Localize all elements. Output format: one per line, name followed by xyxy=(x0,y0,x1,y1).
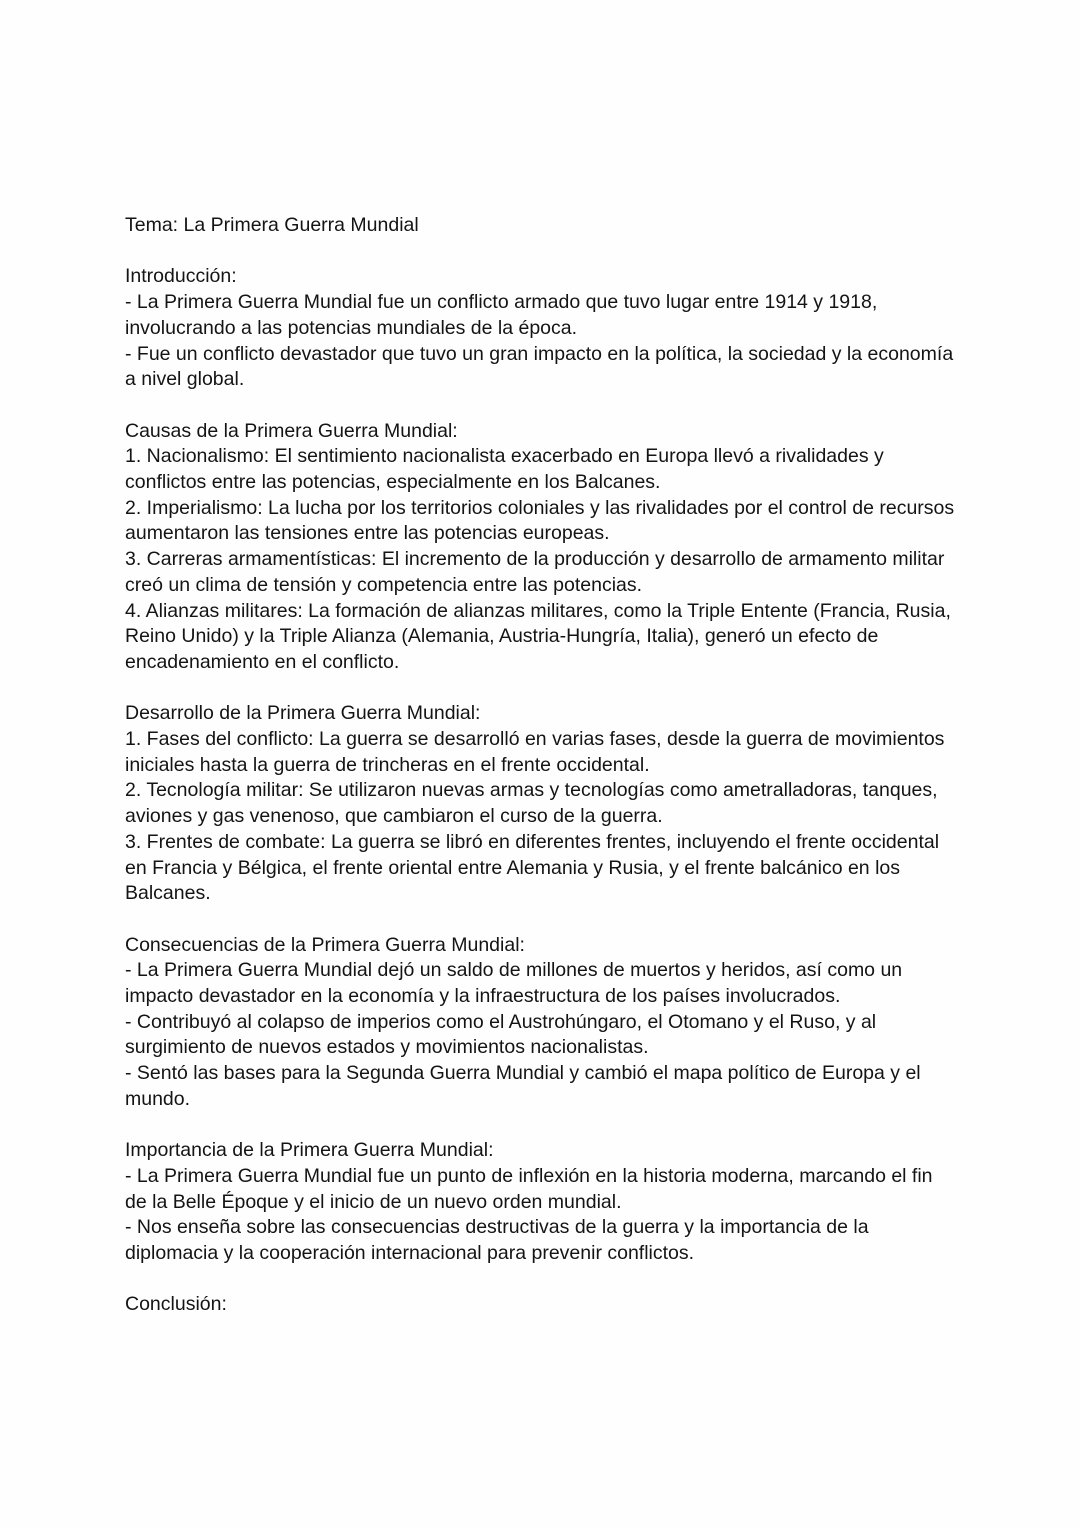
text-line: 3. Frentes de combate: La guerra se libró en diferentes frentes, incluyendo el frente occidental xyxy=(125,830,940,853)
text-line: - La Primera Guerra Mundial fue un punto de inflexión en la historia moderna, marcando el fin xyxy=(125,1164,933,1187)
text-line: - Sentó las bases para la Segunda Guerra Mundial y cambió el mapa político de Europa y el xyxy=(125,1062,921,1085)
section-heading: Consecuencias de la Primera Guerra Mundial: xyxy=(125,933,525,956)
text-line: surgimiento de nuevos estados y movimientos nacionalistas. xyxy=(125,1036,649,1059)
paragraph-block xyxy=(125,213,1020,239)
text-line: - La Primera Guerra Mundial fue un conflicto armado que tuvo lugar entre 1914 y 1918, xyxy=(125,291,878,314)
text-line: 3. Carreras armamentísticas: El incremento de la producción y desarrollo de armamento militar xyxy=(125,548,945,571)
document-content xyxy=(125,213,1020,1318)
text-line: aumentaron las tensiones entre las potencias europeas. xyxy=(125,522,610,545)
text-line: involucrando a las potencias mundiales de la época. xyxy=(125,316,578,339)
text-line: 2. Imperialismo: La lucha por los territorios coloniales y las rivalidades por el control de recursos xyxy=(125,496,955,519)
text-line: diplomacia y la cooperación internacional para prevenir conflictos. xyxy=(125,1242,695,1265)
section-heading: Causas de la Primera Guerra Mundial: xyxy=(125,419,458,442)
text-line: Reino Unido) y la Triple Alianza (Alemania, Austria-Hungría, Italia), generó un efecto de xyxy=(125,625,879,648)
paragraph-block xyxy=(125,701,1020,907)
paragraph-block xyxy=(125,419,1020,676)
text-line: creó un clima de tensión y competencia entre las potencias. xyxy=(125,573,643,596)
text-line: 1. Fases del conflicto: La guerra se desarrolló en varias fases, desde la guerra de movimientos xyxy=(125,728,945,751)
text-line: Balcanes. xyxy=(125,882,211,905)
text-line: - Nos enseña sobre las consecuencias destructivas de la guerra y la importancia de la xyxy=(125,1216,869,1239)
text-line: aviones y gas venenoso, que cambiaron el curso de la guerra. xyxy=(125,805,663,828)
text-line: 2. Tecnología militar: Se utilizaron nuevas armas y tecnologías como ametralladoras, tanques, xyxy=(125,779,938,802)
text-line: en Francia y Bélgica, el frente oriental entre Alemania y Rusia, y el frente balcánico en los xyxy=(125,856,901,879)
text-line: - La Primera Guerra Mundial dejó un saldo de millones de muertos y heridos, así como un xyxy=(125,959,903,982)
paragraph-block xyxy=(125,933,1020,1113)
text-line: - Contribuyó al colapso de imperios como el Austrohúngaro, el Otomano y el Ruso, y al xyxy=(125,1010,877,1033)
text-line: a nivel global. xyxy=(125,368,245,391)
paragraph-block xyxy=(125,1292,1020,1318)
paragraph-block xyxy=(125,264,1020,393)
text-line: conflictos entre las potencias, especialmente en los Balcanes. xyxy=(125,471,661,493)
text-line: encadenamiento en el conflicto. xyxy=(125,650,400,673)
section-heading: Desarrollo de la Primera Guerra Mundial: xyxy=(125,702,481,725)
text-line: de la Belle Époque y el inicio de un nuevo orden mundial. xyxy=(125,1190,622,1213)
text-line: iniciales hasta la guerra de trincheras en el frente occidental. xyxy=(125,753,650,776)
text-line: impacto devastador en la economía y la infraestructura de los países involucrados. xyxy=(125,985,841,1008)
paragraph-block xyxy=(125,1138,1020,1267)
section-heading: Importancia de la Primera Guerra Mundial: xyxy=(125,1139,494,1162)
section-heading: Introducción: xyxy=(125,265,237,288)
text-line: - Fue un conflicto devastador que tuvo un gran impacto en la política, la sociedad y la economía xyxy=(125,342,954,365)
text-line: 4. Alianzas militares: La formación de alianzas militares, como la Triple Entente (Francia, Rusia, xyxy=(125,599,951,622)
text-line: mundo. xyxy=(125,1087,191,1110)
text-line: 1. Nacionalismo: El sentimiento nacionalista exacerbado en Europa llevó a rivalidades y xyxy=(125,445,884,468)
section-heading: Tema: La Primera Guerra Mundial xyxy=(125,214,419,236)
section-heading: Conclusión: xyxy=(125,1293,227,1316)
